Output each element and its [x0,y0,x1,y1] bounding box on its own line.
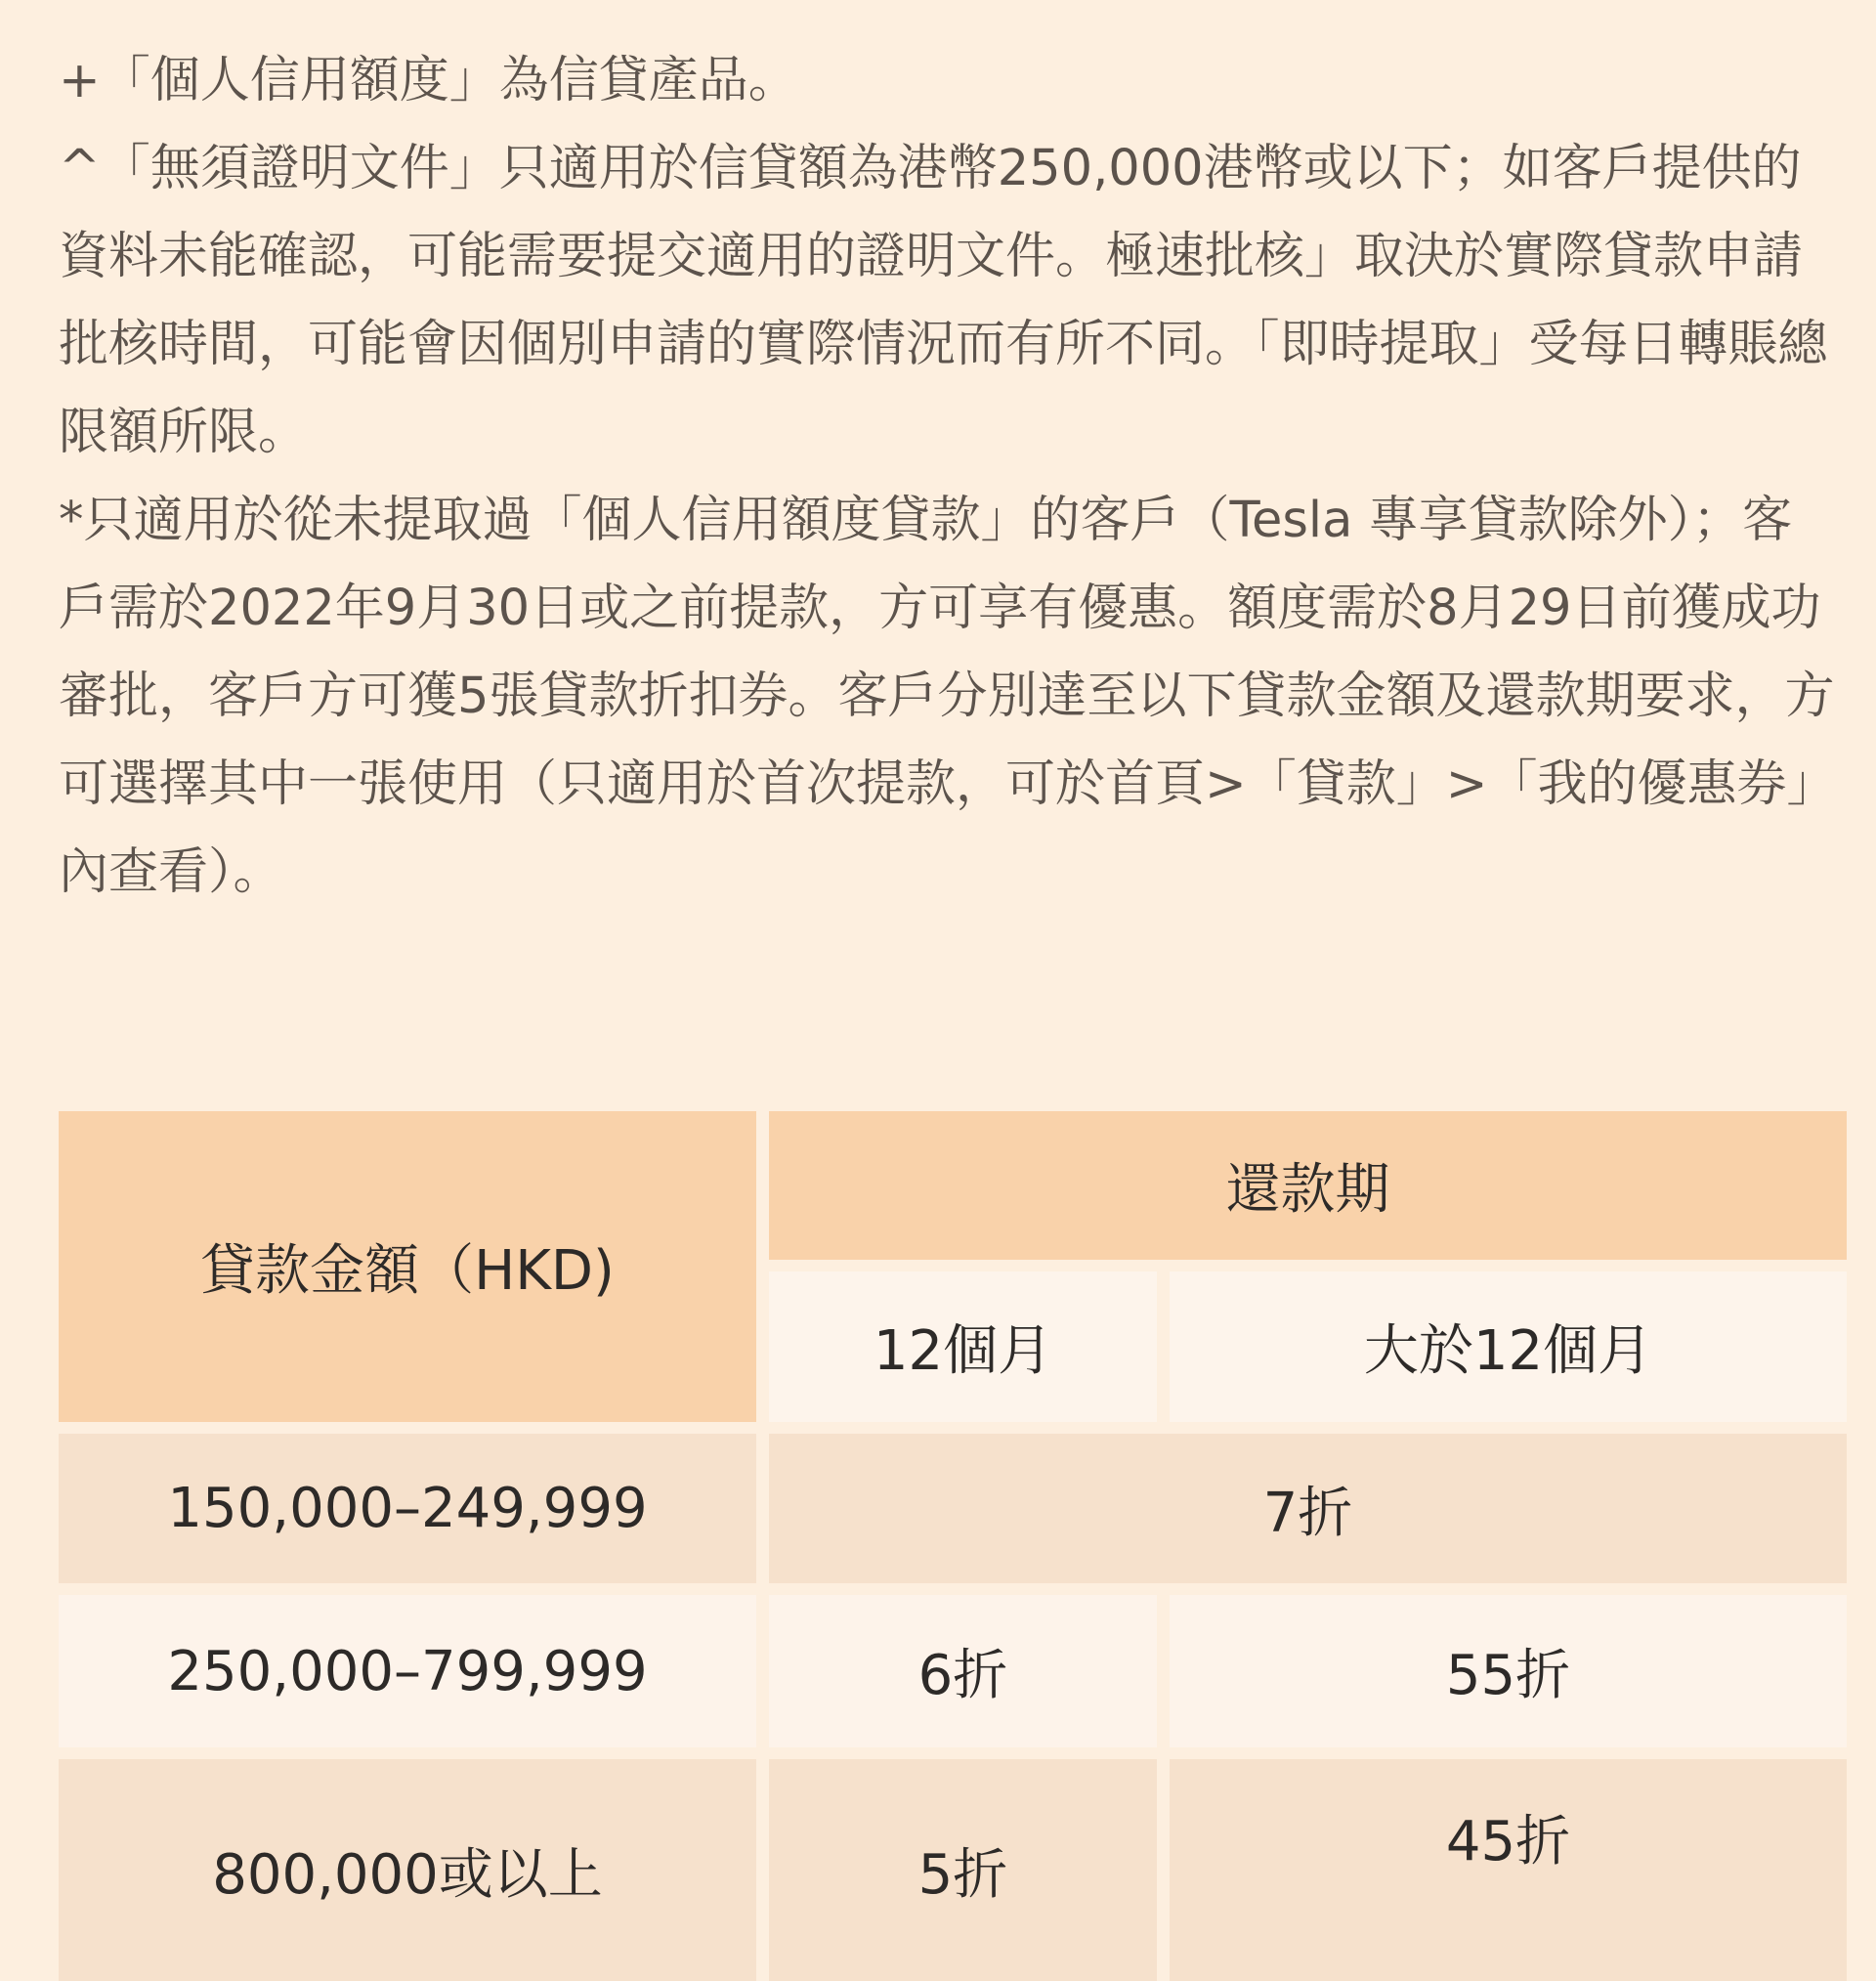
footnote-no-documents: ^「無須證明文件」只適用於信貸額為港幣250,000港幣或以下；如客戶提供的資料未能確認，可能需要提交適用的證明文件。極速批核」取決於實際貸款申請批核時間，可能會因個別申請的實際情況而有所不同。「即時提取」受每日轉賬總限額所限。 [59,140,1828,461]
table-row-2-over-12-months [1170,1595,1847,1747]
subheader-12-months [769,1271,1157,1422]
row-3-12-months-text: 5折 [917,1842,1008,1907]
discount-table [59,1111,1847,1981]
table-row-2-12-months [769,1595,1157,1747]
footnotes [59,37,1837,917]
table-row-3-12-months [769,1759,1157,1981]
header-repayment-period-label: 還款期 [1225,1158,1390,1222]
table-row-3-amount [59,1759,756,1981]
header-loan-amount-label: 貸款金額（HKD) [200,1239,615,1303]
table-row-3-over-12-months [1170,1759,1847,1981]
row-1-amount-text: 150,000–249,999 [167,1477,648,1540]
table-row-2-amount [59,1595,756,1747]
header-loan-amount [59,1111,756,1422]
row-2-12-months-text: 6折 [917,1644,1008,1707]
footnote-discount-terms: *只適用於從未提取過「個人信用額度貸款」的客戶（Tesla 專享貸款除外）；客戶需於2022年9月30日或之前提款，方可享有優惠。額度需於8月29日前獲成功審批，客戶方可獲5張貸款折扣券。客戶分別達至以下貸款金額及還款期要求，方可選擇其中一張使用（只適用於首次提款，可於首頁>「貸款」>「我的優惠券」內查看）。 [59,492,1837,901]
subheader-12-months-label: 12個月 [873,1319,1053,1383]
row-2-over-12-months-text: 55折 [1445,1644,1571,1707]
table-row-1-discount [769,1434,1847,1583]
row-3-amount-text: 800,000或以上 [212,1842,603,1907]
footnote-credit-product: +「個人信用額度」為信貸產品。 [59,52,798,109]
subheader-over-12-months-label: 大於12個月 [1363,1319,1653,1383]
header-repayment-period [769,1111,1847,1260]
table-row-1-amount [59,1434,756,1583]
row-1-discount-text: 7折 [1262,1481,1353,1545]
row-2-amount-text: 250,000–799,999 [167,1639,648,1703]
row-3-over-12-months-text: 45折 [1445,1810,1571,1873]
subheader-over-12-months [1170,1271,1847,1422]
